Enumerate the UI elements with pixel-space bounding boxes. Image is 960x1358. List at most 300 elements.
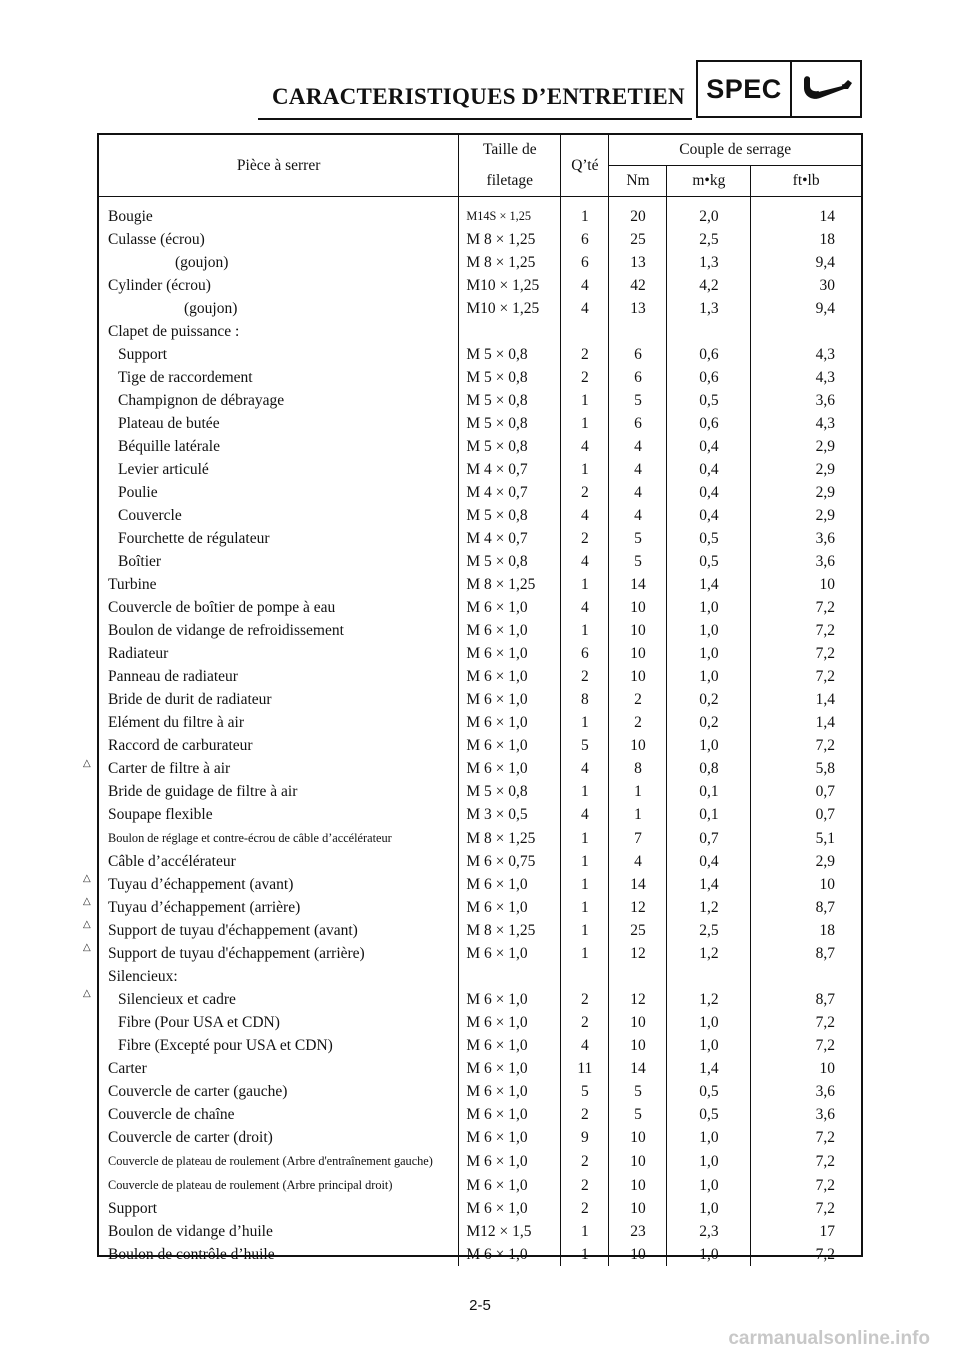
qty-cell-text: 9 [580, 1129, 589, 1146]
part-cell-text: Bride de durit de radiateur [108, 691, 272, 708]
qty-cell-text: 4 [580, 553, 589, 570]
watermark: carmanualsonline.info [728, 1328, 930, 1349]
mkg-cell-text: 0,1 [699, 783, 719, 800]
ftlb-cell [751, 642, 861, 665]
mkg-cell [667, 988, 751, 1011]
qty-cell [561, 251, 609, 274]
part-cell [99, 1149, 459, 1173]
thread-cell [459, 1034, 561, 1057]
nm-cell [609, 896, 667, 919]
table-row [99, 1243, 861, 1266]
mkg-cell [667, 412, 751, 435]
ftlb-cell [751, 596, 861, 619]
thread-cell [459, 1126, 561, 1149]
ftlb-cell [751, 1173, 861, 1197]
thread-cell [459, 1103, 561, 1126]
ftlb-cell [751, 1011, 861, 1034]
mkg-cell [667, 1173, 751, 1197]
qty-cell [561, 988, 609, 1011]
nm-cell [609, 826, 667, 850]
nm-cell [609, 965, 667, 988]
triangle-mark-icon: △ [83, 758, 91, 769]
mkg-cell [667, 504, 751, 527]
nm-cell-text: 13 [630, 254, 646, 271]
part-cell-text: Culasse (écrou) [108, 231, 205, 248]
thread-cell-text: M 6 × 1,0 [466, 1014, 528, 1031]
nm-cell-text: 10 [630, 1176, 646, 1194]
nm-cell [609, 873, 667, 896]
part-cell-text: Couvercle de plateau de roulement (Arbre d'entraînement gauche) [108, 1154, 433, 1168]
part-cell [99, 458, 459, 481]
mkg-cell-text: 1,2 [699, 991, 719, 1008]
ftlb-cell [751, 573, 861, 596]
mkg-cell [667, 873, 751, 896]
nm-cell [609, 1011, 667, 1034]
qty-cell-text: 2 [580, 369, 589, 386]
table-row [99, 619, 861, 642]
qty-cell-text: 2 [580, 1152, 589, 1170]
table-row [99, 688, 861, 711]
ftlb-cell-text: 8,7 [815, 899, 835, 916]
ftlb-cell [751, 197, 861, 229]
nm-cell-text: 5 [634, 530, 642, 547]
nm-cell-text: 1 [634, 783, 642, 800]
mkg-cell [667, 197, 751, 229]
table-row [99, 711, 861, 734]
thread-cell [459, 458, 561, 481]
nm-cell-text: 12 [630, 945, 646, 962]
nm-cell [609, 366, 667, 389]
nm-cell-text: 25 [630, 231, 646, 248]
part-cell [99, 274, 459, 297]
part-cell-text: Couvercle de carter (droit) [108, 1129, 273, 1146]
thread-cell [459, 366, 561, 389]
thread-cell [459, 734, 561, 757]
table-row [99, 274, 861, 297]
thread-cell-text: M 6 × 1,0 [466, 876, 528, 893]
nm-cell [609, 665, 667, 688]
part-cell [99, 1126, 459, 1149]
table-row [99, 366, 861, 389]
table-row [99, 826, 861, 850]
ftlb-cell [751, 942, 861, 965]
table-row [99, 297, 861, 320]
qty-cell-text: 1 [580, 622, 589, 639]
nm-cell [609, 458, 667, 481]
thread-cell-text: M 5 × 0,8 [466, 392, 528, 409]
thread-cell [459, 412, 561, 435]
thread-cell [459, 481, 561, 504]
nm-cell [609, 1197, 667, 1220]
qty-cell [561, 688, 609, 711]
mkg-cell-text: 0,4 [699, 461, 719, 478]
nm-cell-text: 12 [630, 991, 646, 1008]
ftlb-cell-text: 7,2 [815, 737, 835, 754]
ftlb-cell-text: 7,2 [815, 1014, 835, 1031]
ftlb-cell [751, 389, 861, 412]
qty-cell [561, 297, 609, 320]
part-cell-text: Panneau de radiateur [108, 668, 238, 685]
mkg-cell [667, 366, 751, 389]
nm-cell [609, 274, 667, 297]
mkg-cell [667, 343, 751, 366]
part-cell-text: Levier articulé [118, 461, 209, 478]
thread-cell [459, 757, 561, 780]
nm-cell [609, 803, 667, 826]
table-row [99, 1149, 861, 1173]
table-row [99, 1220, 861, 1243]
table-row [99, 1197, 861, 1220]
ftlb-cell-text: 8,7 [815, 945, 835, 962]
mkg-cell [667, 1197, 751, 1220]
part-cell [99, 988, 459, 1011]
table-row [99, 481, 861, 504]
mkg-cell-text: 0,6 [699, 346, 719, 363]
ftlb-cell-text: 7,2 [815, 645, 835, 662]
thread-cell [459, 988, 561, 1011]
mkg-cell [667, 389, 751, 412]
mkg-cell [667, 527, 751, 550]
thread-cell [459, 435, 561, 458]
nm-cell [609, 1126, 667, 1149]
ftlb-cell-text: 3,6 [815, 530, 835, 547]
nm-cell [609, 389, 667, 412]
ftlb-cell [751, 366, 861, 389]
qty-cell [561, 435, 609, 458]
thread-cell [459, 297, 561, 320]
nm-cell-text: 14 [630, 876, 646, 893]
thread-cell-text: M 5 × 0,8 [466, 438, 528, 455]
nm-cell-text: 10 [630, 1037, 646, 1054]
mkg-cell [667, 688, 751, 711]
qty-cell [561, 412, 609, 435]
qty-cell-text: 5 [580, 1083, 589, 1100]
part-cell [99, 366, 459, 389]
qty-cell [561, 619, 609, 642]
mkg-cell [667, 734, 751, 757]
ftlb-cell [751, 1243, 861, 1266]
mkg-cell [667, 1011, 751, 1034]
mkg-cell-text: 1,2 [699, 899, 719, 916]
ftlb-cell [751, 965, 861, 988]
part-cell [99, 320, 459, 343]
table-row [99, 919, 861, 942]
qty-cell [561, 1149, 609, 1173]
part-cell-text: Turbine [108, 576, 157, 593]
qty-cell [561, 1011, 609, 1034]
qty-cell [561, 1220, 609, 1243]
part-cell-text: (goujon) [175, 254, 229, 271]
table-row [99, 1057, 861, 1080]
thread-cell-text: M 8 × 1,25 [466, 254, 536, 271]
mkg-cell [667, 550, 751, 573]
nm-cell [609, 1080, 667, 1103]
thread-cell [459, 389, 561, 412]
mkg-cell-text: 0,5 [699, 553, 719, 570]
mkg-cell-text: 1,0 [699, 1037, 719, 1054]
ftlb-cell-text: 7,2 [815, 1176, 835, 1194]
nm-cell-text: 6 [634, 369, 642, 386]
part-cell [99, 596, 459, 619]
nm-cell [609, 688, 667, 711]
thread-cell [459, 320, 561, 343]
table-row [99, 504, 861, 527]
thread-cell [459, 504, 561, 527]
mkg-cell [667, 896, 751, 919]
mkg-cell-text: 4,2 [699, 277, 719, 294]
ftlb-cell [751, 665, 861, 688]
ftlb-cell [751, 1103, 861, 1126]
nm-cell [609, 320, 667, 343]
ftlb-cell-text: 7,2 [815, 1037, 835, 1054]
part-cell-text: Couvercle de boîtier de pompe à eau [108, 599, 336, 616]
qty-cell-text: 1 [580, 1223, 589, 1240]
ftlb-cell [751, 320, 861, 343]
mkg-cell [667, 803, 751, 826]
table-row [99, 527, 861, 550]
thread-cell-text: M 8 × 1,25 [466, 576, 536, 593]
part-cell-text: Bride de guidage de filtre à air [108, 783, 298, 800]
triangle-mark-icon: △ [83, 919, 91, 930]
mkg-cell-text: 0,6 [699, 415, 719, 432]
thread-cell-text: M 5 × 0,8 [466, 507, 528, 524]
mkg-cell [667, 458, 751, 481]
ftlb-cell [751, 435, 861, 458]
qty-cell [561, 343, 609, 366]
page-number: 2-5 [469, 1297, 491, 1314]
part-cell [99, 297, 459, 320]
triangle-mark-icon: △ [83, 942, 91, 953]
qty-cell [561, 734, 609, 757]
ftlb-cell [751, 826, 861, 850]
qty-cell-text: 2 [580, 530, 589, 547]
mkg-cell [667, 780, 751, 803]
qty-cell [561, 550, 609, 573]
part-cell [99, 1103, 459, 1126]
mkg-cell [667, 642, 751, 665]
part-cell-text: Support de tuyau d'échappement (avant) [108, 922, 358, 939]
thread-cell [459, 688, 561, 711]
ftlb-cell [751, 757, 861, 780]
nm-cell-text: 10 [630, 1200, 646, 1217]
torque-table [97, 133, 863, 1263]
title-underline [258, 118, 692, 120]
nm-cell-text: 5 [634, 392, 642, 409]
thread-cell [459, 1220, 561, 1243]
nm-cell-text: 10 [630, 737, 646, 754]
ftlb-cell-text: 4,3 [815, 415, 835, 432]
mkg-cell-text: 1,4 [699, 876, 719, 893]
part-cell [99, 850, 459, 873]
thread-cell-text: M 6 × 1,0 [466, 691, 528, 708]
table-row [99, 389, 861, 412]
qty-cell-text: 1 [580, 945, 589, 962]
thread-cell-text: M 6 × 1,0 [466, 1246, 528, 1263]
qty-cell-text: 1 [580, 783, 589, 800]
mkg-cell-text: 1,0 [699, 1176, 719, 1194]
qty-cell [561, 1126, 609, 1149]
part-cell [99, 573, 459, 596]
mkg-cell-text: 1,0 [699, 1246, 719, 1263]
qty-cell [561, 826, 609, 850]
thread-cell-text: M 8 × 1,25 [466, 922, 536, 939]
qty-cell [561, 1243, 609, 1266]
qty-cell-text: 2 [580, 991, 589, 1008]
thread-cell-text: M 5 × 0,8 [466, 415, 528, 432]
qty-cell-text: 2 [580, 1014, 589, 1031]
qty-cell-text: 11 [577, 1060, 593, 1077]
table-row [99, 458, 861, 481]
ftlb-cell [751, 619, 861, 642]
qty-cell-text: 1 [580, 461, 589, 478]
nm-cell [609, 1243, 667, 1266]
mkg-cell-text: 1,0 [699, 645, 719, 662]
nm-cell [609, 1103, 667, 1126]
ftlb-cell-text: 4,3 [815, 346, 835, 363]
table-row [99, 780, 861, 803]
ftlb-cell [751, 780, 861, 803]
thread-cell [459, 1011, 561, 1034]
thread-cell [459, 711, 561, 734]
table-row [99, 320, 861, 343]
qty-cell [561, 1057, 609, 1080]
thread-cell [459, 942, 561, 965]
col-header-part: Pièce à serrer [99, 135, 459, 197]
qty-cell-text: 2 [580, 1200, 589, 1217]
part-cell [99, 919, 459, 942]
thread-cell [459, 343, 561, 366]
thread-cell [459, 619, 561, 642]
nm-cell [609, 1057, 667, 1080]
qty-cell [561, 366, 609, 389]
qty-cell-text: 2 [580, 1176, 589, 1194]
table-row [99, 965, 861, 988]
ftlb-cell-text: 9,4 [815, 254, 835, 271]
part-cell [99, 896, 459, 919]
thread-cell-text: M 8 × 1,25 [466, 829, 536, 847]
mkg-cell-text: 0,5 [699, 392, 719, 409]
nm-cell [609, 573, 667, 596]
qty-cell-text: 4 [580, 277, 589, 294]
table-row [99, 251, 861, 274]
qty-cell [561, 596, 609, 619]
mkg-cell [667, 1149, 751, 1173]
qty-cell-text: 2 [580, 346, 589, 363]
qty-cell [561, 1080, 609, 1103]
ftlb-cell [751, 850, 861, 873]
ftlb-cell-text: 3,6 [815, 553, 835, 570]
ftlb-cell [751, 688, 861, 711]
table-row [99, 665, 861, 688]
nm-cell [609, 988, 667, 1011]
ftlb-cell [751, 1197, 861, 1220]
part-cell [99, 1220, 459, 1243]
nm-cell [609, 1220, 667, 1243]
nm-cell-text: 25 [630, 922, 646, 939]
part-cell-text: Boulon de vidange d’huile [108, 1223, 273, 1240]
mkg-cell-text: 0,6 [699, 369, 719, 386]
qty-cell [561, 965, 609, 988]
part-cell-text: Carter [108, 1060, 147, 1077]
thread-cell [459, 1080, 561, 1103]
nm-cell-text: 20 [630, 207, 646, 225]
part-cell-text: Couvercle [118, 507, 182, 524]
table-row [99, 1011, 861, 1034]
part-cell [99, 343, 459, 366]
nm-cell-text: 10 [630, 1152, 646, 1170]
thread-cell-text: M 4 × 0,7 [466, 461, 528, 478]
nm-cell [609, 711, 667, 734]
nm-cell-text: 10 [630, 1246, 646, 1263]
table-row [99, 896, 861, 919]
col-header-nm: Nm [609, 166, 667, 197]
mkg-cell [667, 1103, 751, 1126]
nm-cell [609, 527, 667, 550]
mkg-cell-text: 0,4 [699, 853, 719, 870]
qty-cell [561, 942, 609, 965]
ftlb-cell-text: 1,4 [815, 714, 835, 731]
ftlb-cell-text: 5,8 [815, 760, 835, 777]
qty-cell-text: 4 [580, 438, 589, 455]
table-row [99, 1173, 861, 1197]
part-cell [99, 481, 459, 504]
qty-cell-text: 1 [580, 714, 589, 731]
mkg-cell [667, 942, 751, 965]
nm-cell-text: 10 [630, 1129, 646, 1146]
part-cell-text: Fibre (Pour USA et CDN) [118, 1014, 280, 1031]
ftlb-cell-text: 7,2 [815, 1200, 835, 1217]
ftlb-cell [751, 1126, 861, 1149]
triangle-mark-icon: △ [83, 873, 91, 884]
part-cell [99, 1197, 459, 1220]
ftlb-cell [751, 734, 861, 757]
ftlb-cell [751, 550, 861, 573]
thread-cell-text: M 6 × 1,0 [466, 899, 528, 916]
nm-cell-text: 10 [630, 645, 646, 662]
nm-cell [609, 642, 667, 665]
ftlb-cell-text: 0,7 [815, 806, 835, 823]
nm-cell-text: 10 [630, 599, 646, 616]
ftlb-cell-text: 2,9 [815, 507, 835, 524]
mkg-cell-text: 0,1 [699, 806, 719, 823]
qty-cell-text: 4 [580, 507, 589, 524]
thread-cell-text: M 5 × 0,8 [466, 346, 528, 363]
qty-cell [561, 780, 609, 803]
ftlb-cell-text: 18 [819, 231, 835, 248]
col-header-ftlb: ft•lb [751, 166, 861, 197]
qty-cell-text: 1 [580, 415, 589, 432]
qty-cell [561, 274, 609, 297]
nm-cell-text: 12 [630, 899, 646, 916]
table-row [99, 1103, 861, 1126]
part-cell-text: (goujon) [184, 300, 238, 317]
part-cell-text: Radiateur [108, 645, 169, 662]
thread-cell-text: M 6 × 1,0 [466, 1176, 528, 1194]
table-row [99, 988, 861, 1011]
thread-cell [459, 527, 561, 550]
thread-cell-text: M 4 × 0,7 [466, 484, 528, 501]
part-cell-text: Support [108, 1200, 158, 1217]
part-cell [99, 251, 459, 274]
qty-cell [561, 642, 609, 665]
part-cell-text: Plateau de butée [118, 415, 220, 432]
part-cell-text: Boîtier [118, 553, 162, 570]
thread-cell-text: M12 × 1,5 [466, 1223, 532, 1240]
col-header-torque: Couple de serrage [609, 135, 861, 166]
thread-cell [459, 850, 561, 873]
mkg-cell-text: 0,2 [699, 714, 719, 731]
thread-cell-text: M 6 × 1,0 [466, 714, 528, 731]
